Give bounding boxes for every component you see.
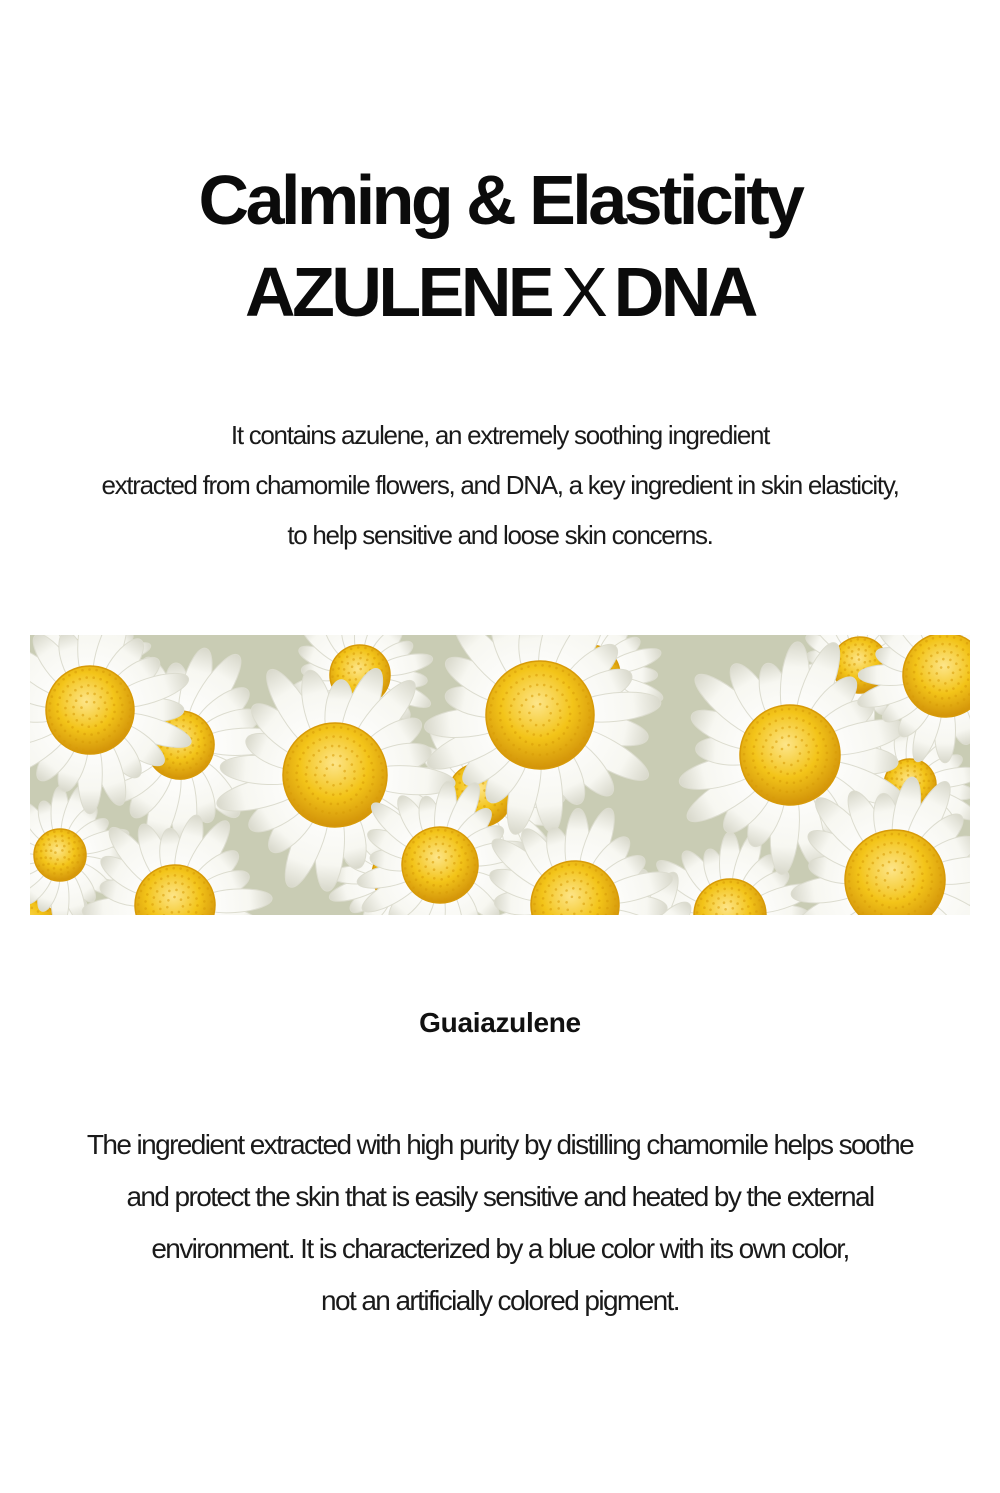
chamomile-banner-image [30,635,970,915]
chamomile-illustration [30,635,970,915]
ingredient-name: Guaiazulene [419,1007,581,1038]
headline-title: Calming & Elasticity [198,161,802,239]
ingredient-description-line: The ingredient extracted with high purity by distilling chamomile helps soothe [86,1129,914,1160]
headline-azulene: AZULENE [245,253,552,331]
intro-line: extracted from chamomile flowers, and DNA, a key ingredient in skin elasticity, [101,470,899,500]
headline-dna: DNA [613,253,755,331]
ingredient-description-line: environment. It is characterized by a blue color with its own color, [151,1233,849,1264]
headline-subtitle [0,252,1000,332]
headline-separator: X [561,253,608,331]
ingredient-description-line: not an artificially colored pigment. [321,1285,679,1316]
intro-line: It contains azulene, an extremely soothing ingredient [230,420,770,450]
intro-line: to help sensitive and loose skin concerns. [287,520,713,550]
ingredient-description-line: and protect the skin that is easily sensitive and heated by the external [126,1181,874,1212]
